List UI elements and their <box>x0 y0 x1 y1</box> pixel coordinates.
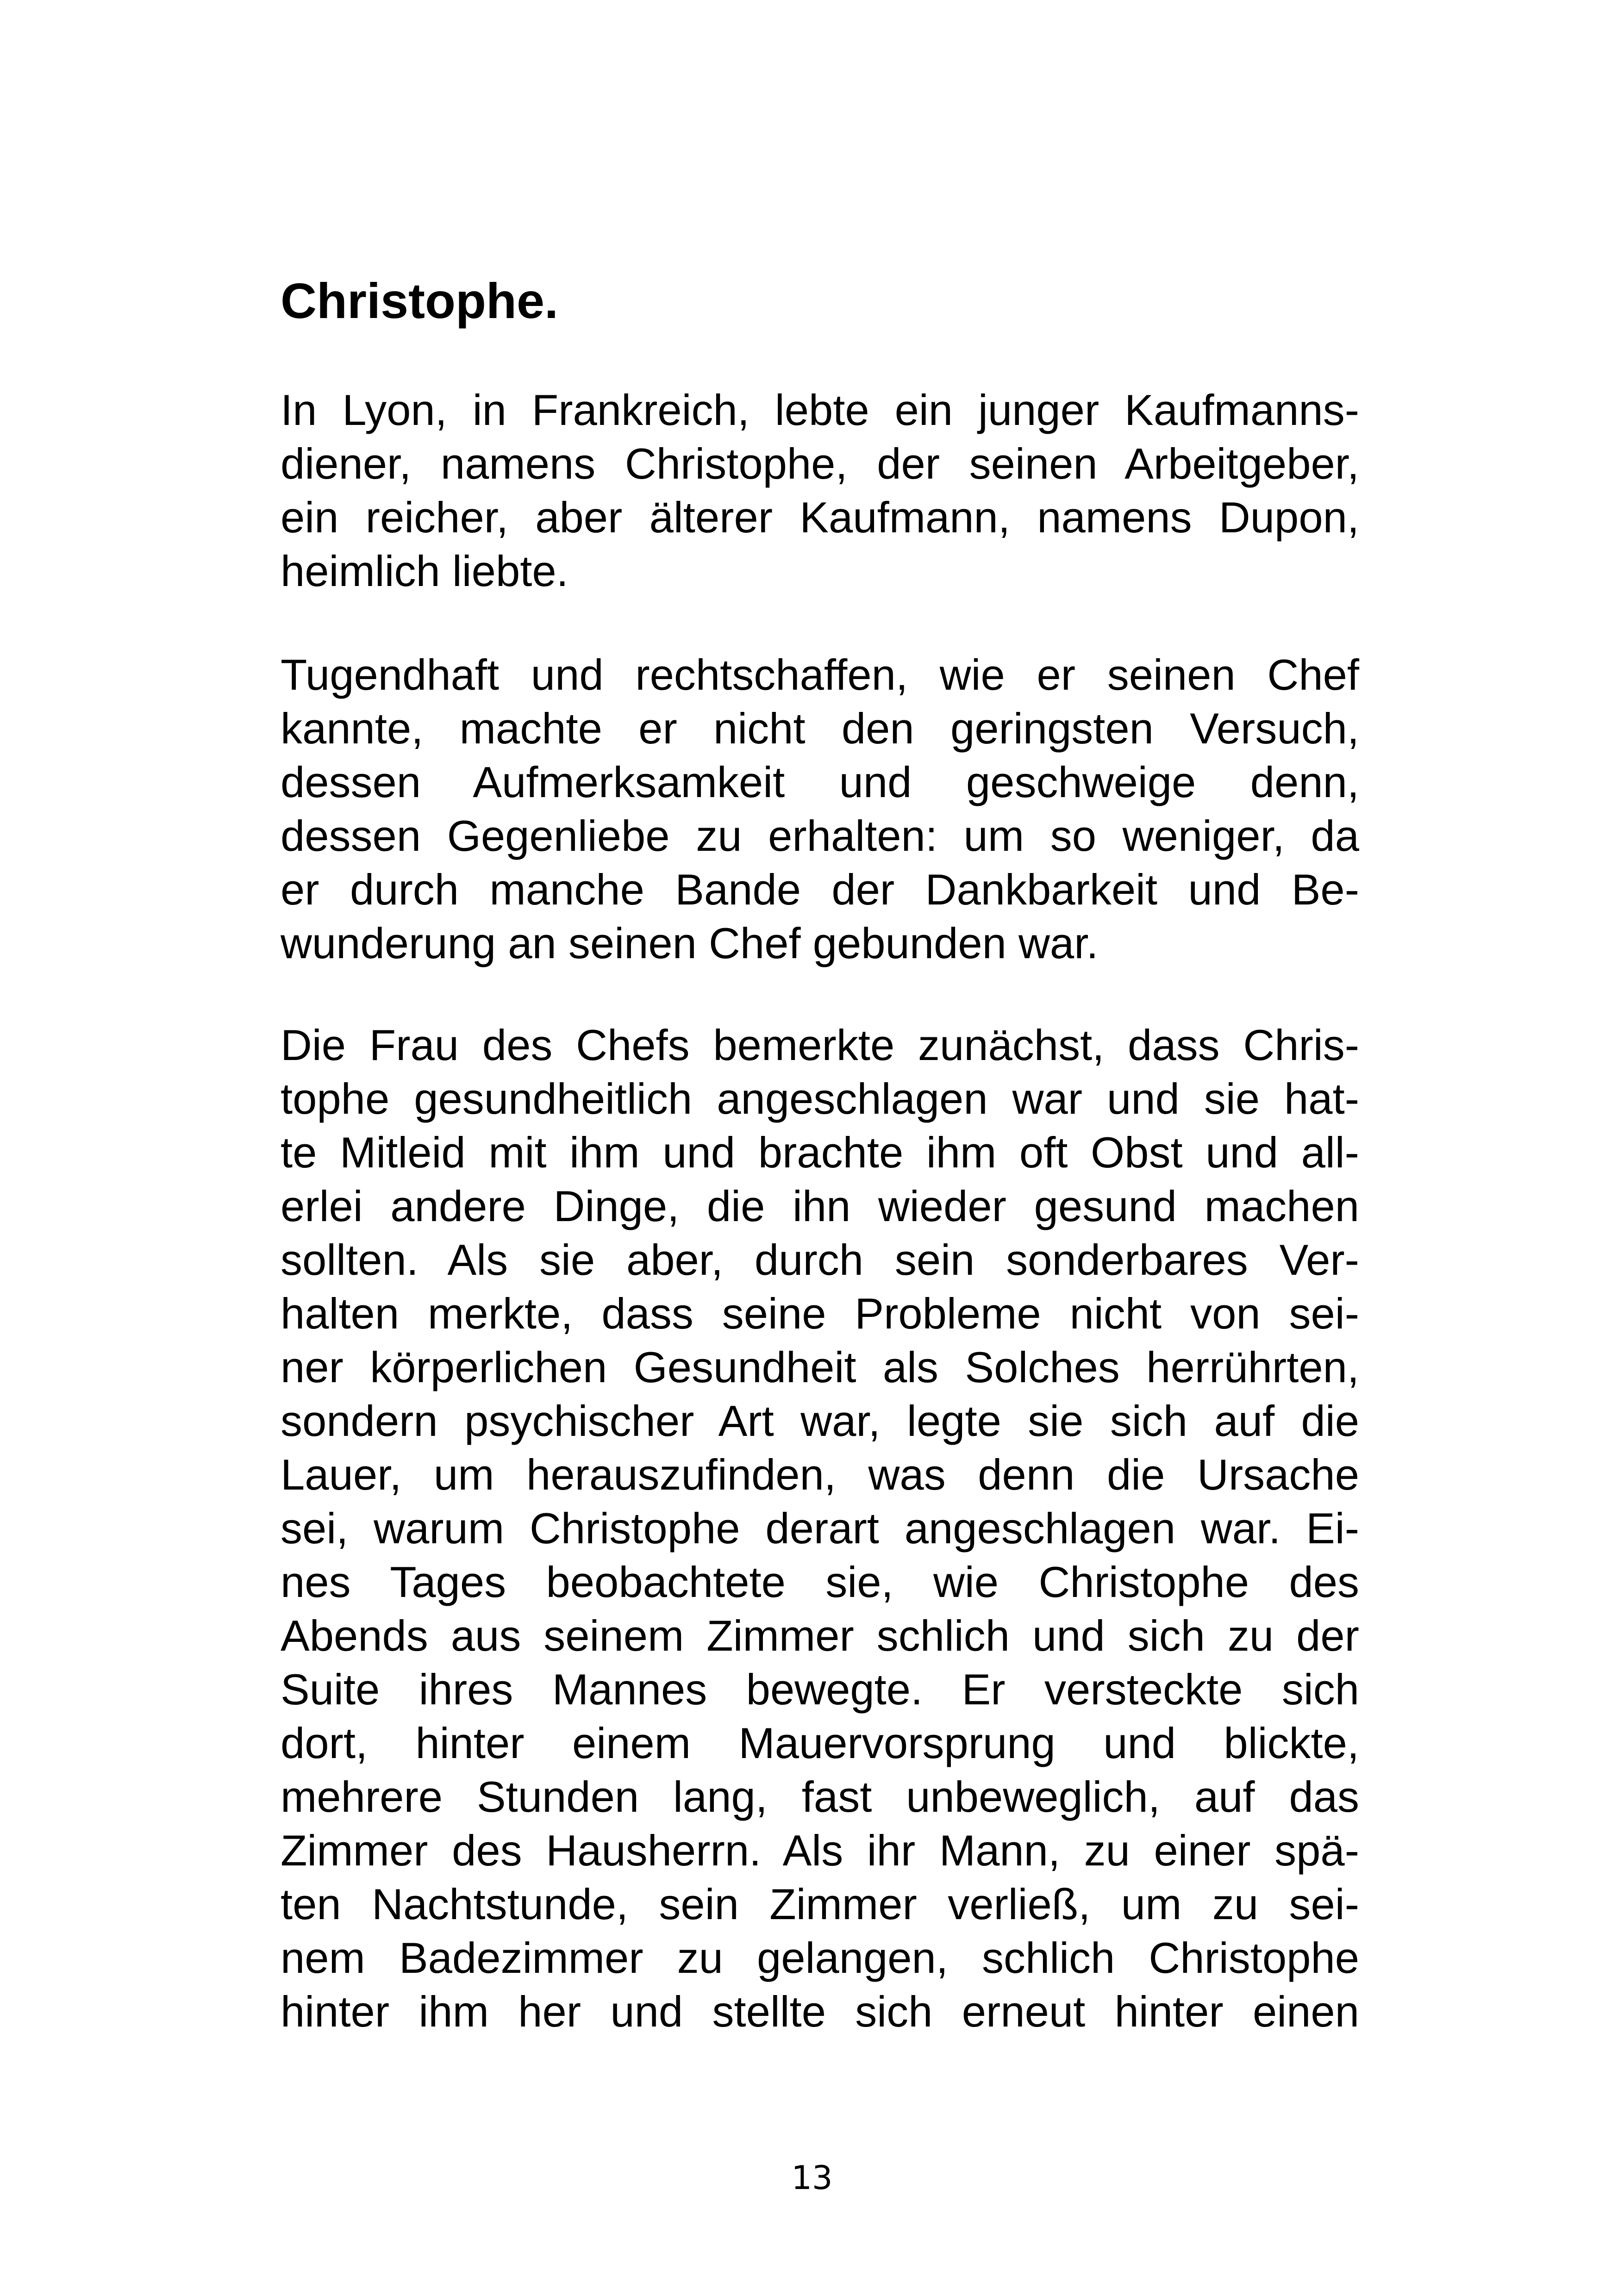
text-line: Lauer, um herauszufinden, was denn die Ursache <box>281 1450 1359 1499</box>
text-line: dort, hinter einem Mauervorsprung und blickte, <box>281 1719 1359 1767</box>
text-line: sondern psychischer Art war, legte sie sich auf die <box>281 1397 1359 1445</box>
text-line: Suite ihres Mannes bewegte. Er versteckte sich <box>281 1665 1359 1714</box>
text-line: diener, namens Christophe, der seinen Arbeitgeber, <box>281 439 1359 488</box>
text-line: wunderung an seinen Chef gebunden war. <box>281 919 1099 967</box>
text-line: nes Tages beobachtete sie, wie Christophe des <box>281 1558 1359 1606</box>
text-line: er durch manche Bande der Dankbarkeit und Be- <box>281 865 1359 914</box>
paragraph-2 <box>281 648 1359 970</box>
chapter-title: Christophe. <box>281 273 559 329</box>
text-line: sollten. Als sie aber, durch sein sonderbares Ver- <box>281 1235 1359 1284</box>
text-line: tophe gesundheitlich angeschlagen war und sie hat- <box>281 1074 1359 1123</box>
text-line: ner körperlichen Gesundheit als Solches herrührten, <box>281 1343 1359 1391</box>
text-line: Tugendhaft und rechtschaffen, wie er seinen Chef <box>281 650 1359 699</box>
text-line: kannte, machte er nicht den geringsten Versuch, <box>281 704 1359 753</box>
text-line: hinter ihm her und stellte sich erneut hinter einen <box>281 1987 1359 2036</box>
text-line: Abends aus seinem Zimmer schlich und sich zu der <box>281 1611 1359 1660</box>
text-line: halten merkte, dass seine Probleme nicht von sei- <box>281 1289 1359 1338</box>
page-number: 13 <box>791 2159 833 2197</box>
text-line: Zimmer des Hausherrn. Als ihr Mann, zu einer spä- <box>281 1826 1359 1875</box>
paragraph-3 <box>281 1018 1359 2039</box>
text-line: mehrere Stunden lang, fast unbeweglich, auf das <box>281 1772 1359 1821</box>
text-line: Die Frau des Chefs bemerkte zunächst, dass Chris- <box>281 1021 1359 1069</box>
text-line: heimlich liebte. <box>281 547 568 595</box>
text-line: sei, warum Christophe derart angeschlagen war. Ei- <box>281 1504 1359 1553</box>
text-line: erlei andere Dinge, die ihn wieder gesund machen <box>281 1182 1359 1230</box>
text-line: ten Nachtstunde, sein Zimmer verließ, um zu sei- <box>281 1880 1359 1928</box>
text-line: dessen Aufmerksamkeit und geschweige denn, <box>281 758 1359 806</box>
paragraph-1 <box>281 383 1359 598</box>
text-line: ein reicher, aber älterer Kaufmann, namens Dupon, <box>281 493 1359 542</box>
text-line: dessen Gegenliebe zu erhalten: um so weniger, da <box>281 811 1359 860</box>
text-line: te Mitleid mit ihm und brachte ihm oft Obst und all- <box>281 1128 1359 1177</box>
text-line: In Lyon, in Frankreich, lebte ein junger Kaufmanns- <box>281 386 1359 434</box>
text-line: nem Badezimmer zu gelangen, schlich Christophe <box>281 1933 1359 1982</box>
